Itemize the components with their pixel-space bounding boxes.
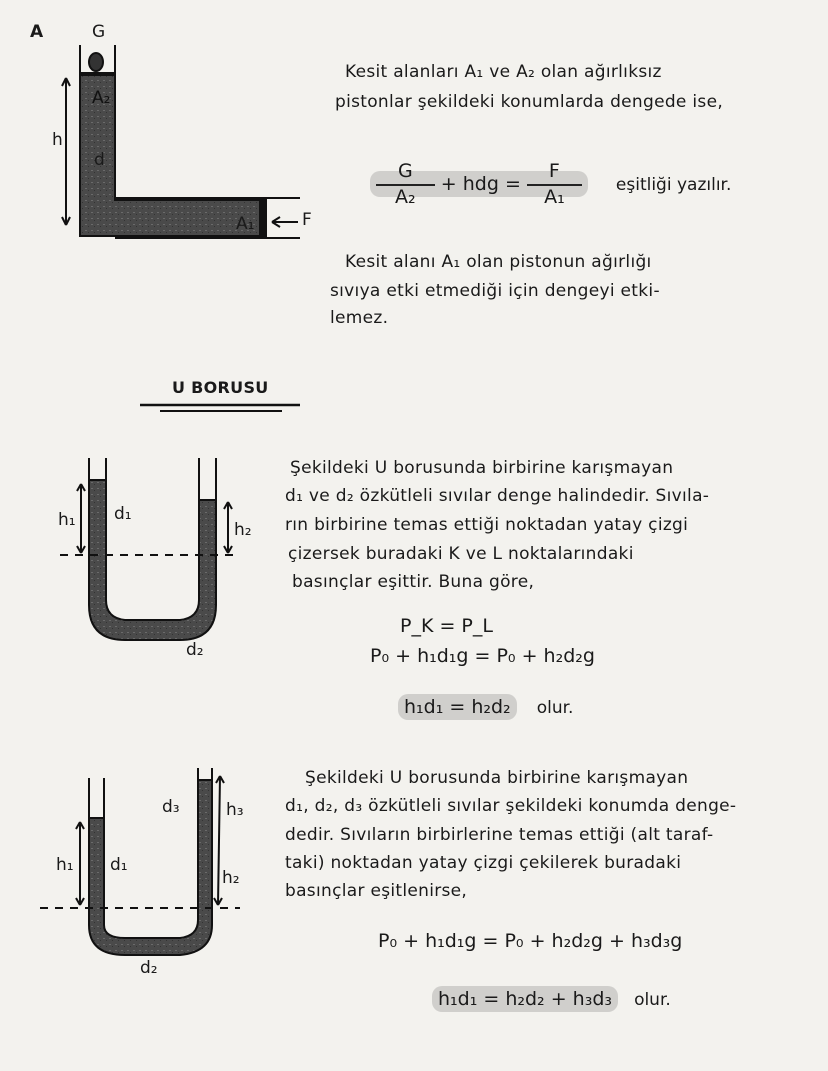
para3-line: çizersek buradaki K ve L noktalarındaki — [288, 544, 634, 564]
label-h: h — [52, 130, 63, 150]
equation-pistons — [370, 160, 731, 208]
label-d2: d₂ — [140, 958, 158, 978]
label-a2: A₂ — [92, 88, 111, 108]
result-formula: h₁d₁ = h₂d₂ — [398, 694, 517, 720]
label-d2: d₂ — [186, 640, 204, 660]
para2-line: Kesit alanı A₁ olan pistonun ağırlığı — [345, 252, 652, 272]
para3-line: basınçlar eşittir. Buna göre, — [292, 572, 535, 592]
result-formula: h₁d₁ = h₂d₂ + h₃d₃ — [432, 986, 618, 1012]
label-d: d — [94, 150, 105, 170]
para2-line: sıvıya etki etmediği için dengeyi etki- — [330, 281, 660, 301]
label-h1: h₁ — [58, 510, 76, 530]
para1-line: pistonlar şekildeki konumlarda dengede ise, — [335, 92, 724, 112]
para4-line: taki) noktadan yatay çizgi çekilerek buradaki — [285, 853, 682, 873]
para4-line: basınçlar eşitlenirse, — [285, 881, 468, 901]
result-suffix: olur. — [536, 698, 574, 718]
label-h2: h₂ — [234, 520, 252, 540]
label-f: F — [302, 210, 312, 230]
label-d1: d₁ — [110, 855, 128, 875]
para3-line: Şekildeki U borusunda birbirine karışmayan — [290, 458, 674, 478]
eq-den: A₁ — [544, 186, 565, 208]
section-title: U BORUSU — [172, 378, 269, 397]
para4-line: d₁, d₂, d₃ özkütleli sıvılar şekildeki konumda denge- — [285, 796, 737, 816]
para1-line: Kesit alanları A₁ ve A₂ olan ağırlıksız — [345, 62, 662, 82]
para2-line: lemez. — [330, 308, 389, 328]
label-h3: h₃ — [226, 800, 244, 820]
corner-mark: A — [30, 22, 44, 42]
para3-line: d₁ ve d₂ özkütleli sıvılar denge halindedir. Sıvıla- — [285, 486, 710, 506]
equation-pressure-3: P₀ + h₁d₁g = P₀ + h₂d₂g + h₃d₃g — [378, 930, 683, 952]
label-h1: h₁ — [56, 855, 74, 875]
equation-result-3 — [432, 988, 671, 1010]
equation-pressure: P₀ + h₁d₁g = P₀ + h₂d₂g — [370, 645, 595, 667]
eq-middle: + hdg = — [440, 172, 521, 195]
equation-result — [398, 696, 573, 718]
para4-line: dedir. Sıvıların birbirlerine temas ettiği (alt taraf- — [285, 825, 714, 845]
label-h2: h₂ — [222, 868, 240, 888]
weight-ball — [89, 53, 103, 71]
l-tube-diagram — [62, 45, 300, 238]
label-a1: A₁ — [236, 214, 255, 234]
label-d3: d₃ — [162, 797, 180, 817]
para3-line: rın birbirine temas ettiği noktadan yatay çizgi — [285, 515, 689, 535]
equation-pk-pl: P_K = P_L — [400, 615, 493, 637]
eq-den: A₂ — [395, 186, 416, 208]
right-piston — [260, 198, 266, 238]
eq-num: G — [376, 160, 435, 186]
eq-num: F — [527, 160, 582, 186]
eq-suffix: eşitliği yazılır. — [615, 174, 732, 195]
label-d1: d₁ — [114, 504, 132, 524]
label-g: G — [92, 22, 106, 42]
para4-line: Şekildeki U borusunda birbirine karışmayan — [305, 768, 689, 788]
u-tube-diagram-1 — [60, 458, 240, 640]
result-suffix: olur. — [634, 990, 671, 1010]
